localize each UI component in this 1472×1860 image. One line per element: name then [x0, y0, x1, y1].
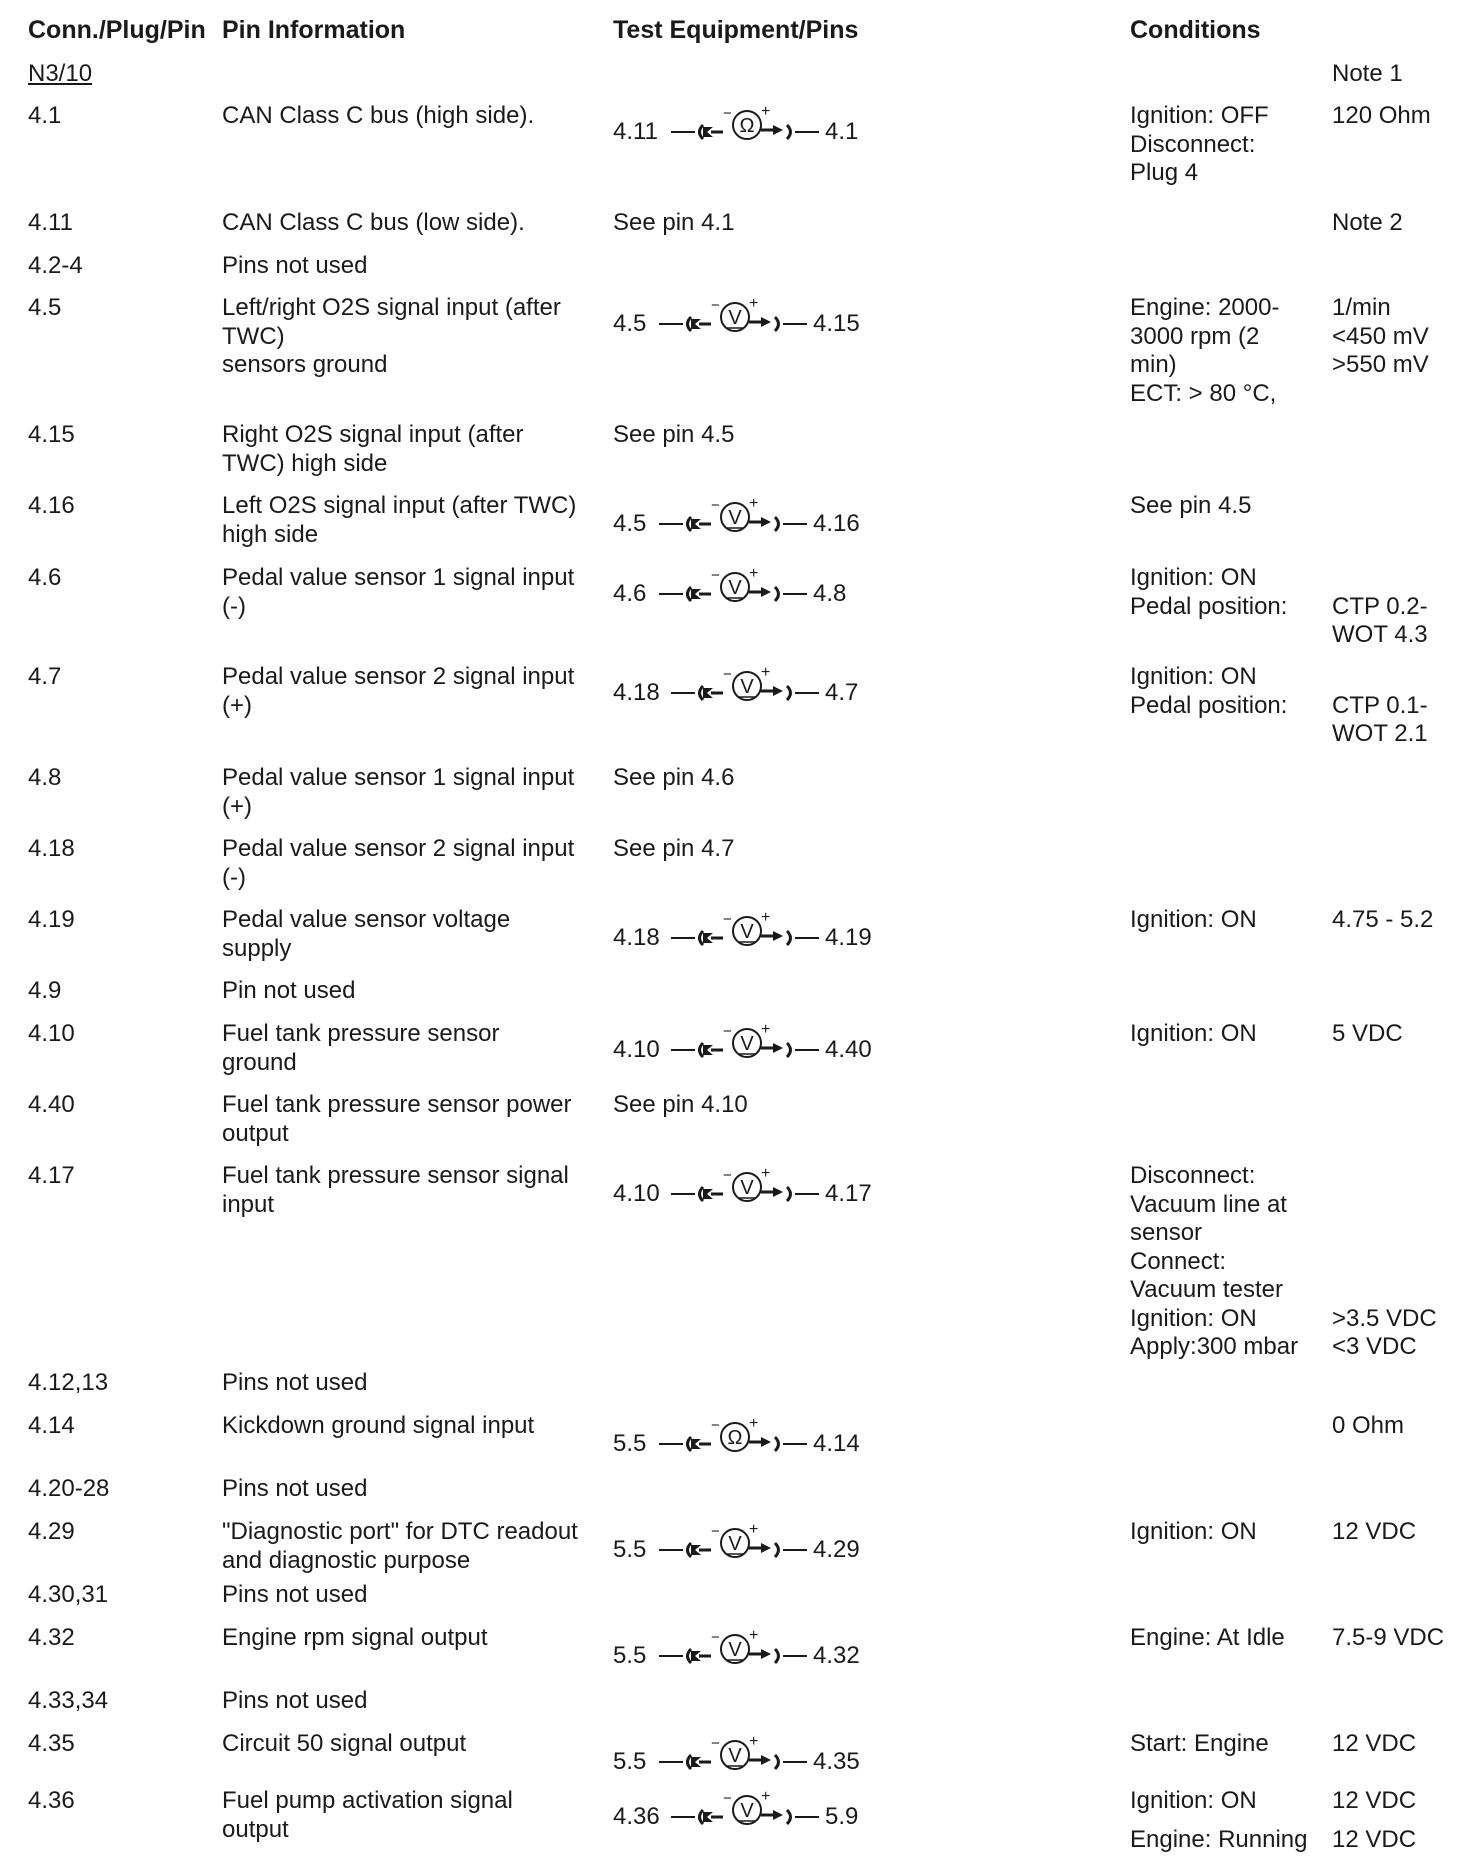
spec-value-line	[1332, 663, 1472, 692]
pin-info	[222, 1091, 602, 1148]
meter-pin-to: 4.40	[825, 1036, 872, 1063]
svg-text:Ω: Ω	[727, 1427, 743, 1449]
pin-number: 4.8	[28, 764, 62, 791]
spec-value-line: <3 VDC	[1332, 1333, 1417, 1360]
spec-value	[1332, 1624, 1472, 1653]
pin-info-line: (-)	[222, 592, 246, 620]
svg-text:+: +	[749, 1415, 759, 1432]
condition-line: Engine: 2000-	[1130, 294, 1280, 321]
svg-text:V: V	[740, 676, 754, 698]
meter-pin-to: 4.35	[813, 1748, 860, 1775]
svg-text:V: V	[728, 1533, 742, 1555]
spec-value	[1332, 1730, 1472, 1759]
pin-info	[222, 209, 602, 238]
meter-pin-from: 4.18	[613, 924, 660, 951]
pin-number: 4.32	[28, 1624, 75, 1651]
note-1: Note 1	[1332, 60, 1403, 87]
pin-info-line: and diagnostic purpose	[222, 1546, 471, 1574]
meter-pin-from: 4.36	[613, 1803, 660, 1830]
condition	[1130, 1624, 1285, 1653]
pin-info-line: Engine rpm signal output	[222, 1624, 488, 1651]
spec-value	[1332, 1412, 1472, 1441]
pin-info-line: (+)	[222, 792, 252, 820]
header-conditions: Conditions	[1130, 16, 1261, 44]
pin-number: 4.15	[28, 421, 75, 448]
pin-info-line: Fuel pump activation signal	[222, 1787, 513, 1814]
spec-value-line: 0 Ohm	[1332, 1412, 1405, 1439]
pin-number: 4.33,34	[28, 1687, 109, 1714]
spec-value-line: CTP 0.2-	[1332, 592, 1428, 620]
pin-info	[222, 835, 602, 892]
pin-info-line: Left O2S signal input (after TWC)	[222, 492, 577, 519]
pin-info	[222, 1581, 602, 1610]
svg-text:+: +	[749, 295, 759, 312]
spec-value-line: 12 VDC	[1332, 1730, 1417, 1757]
test-reference: See pin 4.5	[613, 421, 735, 448]
meter-pin-to: 4.15	[813, 310, 860, 337]
header-pin-info: Pin Information	[222, 16, 406, 44]
svg-text:+: +	[749, 1627, 759, 1644]
svg-text:V: V	[728, 577, 742, 599]
condition	[1130, 1162, 1298, 1362]
pin-info	[222, 1787, 602, 1844]
pin-info-line: output	[222, 1815, 289, 1843]
spec-value-line: 12 VDC	[1332, 1787, 1417, 1814]
condition	[1130, 663, 1287, 720]
meter-pin-to: 4.32	[813, 1642, 860, 1669]
meter-pin-from: 4.10	[613, 1036, 660, 1063]
svg-text:−: −	[711, 1417, 720, 1434]
meter-pin-to: 4.8	[813, 580, 847, 607]
condition	[1130, 1518, 1257, 1547]
spec-value	[1332, 663, 1472, 749]
pin-info-line: Pedal value sensor 2 signal input	[222, 663, 575, 690]
spec-value	[1332, 906, 1472, 935]
pin-info	[222, 294, 602, 380]
condition	[1130, 564, 1287, 621]
pin-number: 4.30,31	[28, 1581, 109, 1608]
pin-info	[222, 1730, 602, 1759]
pin-number: 4.7	[28, 663, 62, 690]
pin-info-line: Pedal value sensor 1 signal input	[222, 564, 575, 591]
svg-text:−: −	[723, 1167, 732, 1184]
pin-info	[222, 977, 602, 1006]
svg-text:V: V	[740, 1033, 754, 1055]
spec-value-line	[1332, 1248, 1472, 1277]
condition	[1130, 294, 1279, 408]
pin-info	[222, 1412, 602, 1441]
condition-line: Ignition: OFF	[1130, 102, 1269, 129]
svg-text:Ω: Ω	[739, 115, 755, 137]
svg-text:+: +	[761, 1021, 771, 1038]
pin-info-line: Fuel tank pressure sensor power	[222, 1091, 572, 1118]
meter-pin-to: 4.17	[825, 1180, 872, 1207]
spec-value-line	[1332, 1219, 1472, 1248]
meter-pin-to: 4.7	[825, 679, 859, 706]
spec-value-line: <450 mV	[1332, 322, 1429, 350]
pin-number: 4.2-4	[28, 252, 83, 279]
pin-number: 4.17	[28, 1162, 75, 1189]
spec-value	[1332, 1020, 1472, 1049]
svg-text:+: +	[761, 664, 771, 681]
pin-number: 4.29	[28, 1518, 75, 1545]
pin-info-line: Kickdown ground signal input	[222, 1412, 535, 1439]
footer-value: 12 VDC	[1332, 1826, 1417, 1853]
meter-pin-from: 4.18	[613, 679, 660, 706]
pin-info	[222, 1020, 602, 1077]
svg-text:−: −	[723, 1023, 732, 1040]
pin-info-line: ground	[222, 1048, 297, 1076]
pin-number: 4.40	[28, 1091, 75, 1118]
pin-info	[222, 663, 602, 720]
pin-info-line: high side	[222, 520, 319, 548]
svg-text:+: +	[749, 495, 759, 512]
meter-pin-to: 4.19	[825, 924, 872, 951]
spec-value-line: 4.75 - 5.2	[1332, 906, 1434, 933]
svg-text:−: −	[711, 1735, 720, 1752]
pin-number: 4.19	[28, 906, 75, 933]
condition-line: Pedal position:	[1130, 691, 1288, 719]
pin-info-line: Right O2S signal input (after	[222, 421, 524, 448]
condition-line: ECT: > 80 °C,	[1130, 379, 1277, 407]
condition-line: 3000 rpm (2	[1130, 322, 1260, 350]
svg-text:V: V	[740, 1800, 754, 1822]
spec-value-line: 12 VDC	[1332, 1518, 1417, 1545]
spec-value-line: CTP 0.1-	[1332, 691, 1428, 719]
svg-text:V: V	[728, 1639, 742, 1661]
pin-number: 4.5	[28, 294, 62, 321]
pin-info-line: Pedal value sensor voltage	[222, 906, 511, 933]
pin-info	[222, 564, 602, 621]
pin-info-line: Pedal value sensor 1 signal input	[222, 764, 575, 791]
pin-number: 4.18	[28, 835, 75, 862]
condition	[1130, 1787, 1257, 1816]
spec-value	[1332, 1518, 1472, 1547]
pin-info	[222, 1369, 602, 1398]
pin-number: 4.16	[28, 492, 75, 519]
test-reference: See pin 4.7	[613, 835, 735, 862]
condition-line: Plug 4	[1130, 159, 1199, 186]
meter-pin-from: 5.5	[613, 1748, 647, 1775]
condition-line: Disconnect:	[1130, 1162, 1256, 1189]
svg-text:V: V	[740, 921, 754, 943]
svg-text:−: −	[723, 666, 732, 683]
pin-info-line: Pins not used	[222, 1687, 368, 1714]
condition-line: See pin 4.5	[1130, 492, 1252, 519]
condition	[1130, 1730, 1269, 1759]
pin-info	[222, 1687, 602, 1716]
spec-value	[1332, 294, 1472, 380]
spec-value	[1332, 1162, 1472, 1362]
condition-line: Ignition: ON	[1130, 663, 1257, 690]
svg-text:+: +	[761, 1788, 771, 1805]
pin-info	[222, 764, 602, 821]
test-reference: See pin 4.6	[613, 764, 735, 791]
meter-pin-to: 4.14	[813, 1430, 860, 1457]
spec-value-line	[1332, 564, 1472, 593]
pin-number: 4.20-28	[28, 1475, 110, 1502]
pin-info-line: Fuel tank pressure sensor signal	[222, 1162, 569, 1189]
condition-line: min)	[1130, 351, 1177, 378]
spec-value	[1332, 1787, 1472, 1816]
svg-text:−: −	[723, 1790, 732, 1807]
svg-text:V: V	[728, 307, 742, 329]
svg-text:−: −	[711, 1523, 720, 1540]
spec-value-line	[1332, 1162, 1472, 1191]
pin-info-line: supply	[222, 934, 292, 962]
pin-info	[222, 1162, 602, 1219]
pin-number: 4.6	[28, 564, 62, 591]
pin-info-line: Pins not used	[222, 1475, 368, 1502]
pin-info-line: (-)	[222, 863, 246, 891]
spec-value-line: 7.5-9 VDC	[1332, 1624, 1445, 1651]
meter-pin-from: 4.11	[613, 118, 658, 145]
condition-line: Disconnect:	[1130, 130, 1256, 158]
condition-line: Ignition: ON	[1130, 906, 1257, 933]
pin-number: 4.14	[28, 1412, 75, 1439]
pin-info-line: Pins not used	[222, 1369, 368, 1396]
pin-info-line: sensors ground	[222, 351, 388, 378]
condition	[1130, 102, 1269, 188]
pin-info	[222, 492, 602, 549]
condition-line: Ignition: ON	[1130, 1304, 1257, 1332]
meter-pin-to: 5.9	[825, 1803, 859, 1830]
pin-info-line: Pedal value sensor 2 signal input	[222, 835, 575, 862]
condition-line: Vacuum line at	[1130, 1190, 1287, 1218]
condition-line: sensor	[1130, 1219, 1203, 1246]
condition-line: Ignition: ON	[1130, 1518, 1257, 1545]
meter-pin-to: 4.29	[813, 1536, 860, 1563]
condition-line: Apply:300 mbar	[1130, 1333, 1299, 1360]
pin-number: 4.9	[28, 977, 62, 1004]
svg-text:−: −	[711, 297, 720, 314]
pin-info-line: CAN Class C bus (high side).	[222, 102, 535, 129]
pin-number: 4.35	[28, 1730, 75, 1757]
spec-value-line: >550 mV	[1332, 351, 1429, 378]
pin-info-line: output	[222, 1119, 289, 1147]
pin-info	[222, 906, 602, 963]
footer-condition: Engine: Running	[1130, 1826, 1308, 1853]
connector-name: N3/10	[28, 60, 93, 87]
svg-text:−: −	[723, 105, 732, 122]
svg-text:−: −	[723, 911, 732, 928]
spec-value-line: 120 Ohm	[1332, 102, 1431, 129]
condition	[1130, 492, 1251, 521]
spec-value-line: WOT 2.1	[1332, 720, 1428, 747]
header-conn: Conn./Plug/Pin	[28, 16, 206, 44]
spec-value-line: 1/min	[1332, 294, 1391, 321]
pin-info-line: input	[222, 1190, 275, 1218]
condition-line: Ignition: ON	[1130, 1787, 1257, 1814]
pin-number: 4.12,13	[28, 1369, 109, 1396]
pin-info-line: TWC) high side	[222, 449, 388, 477]
pin-info	[222, 1475, 602, 1504]
svg-text:−: −	[711, 567, 720, 584]
condition-line: Vacuum tester	[1130, 1276, 1283, 1303]
pin-info	[222, 252, 602, 281]
pin-info	[222, 1518, 602, 1575]
condition-line: Connect:	[1130, 1247, 1227, 1275]
meter-pin-from: 5.5	[613, 1642, 647, 1669]
pin-info	[222, 1624, 602, 1653]
pin-number: 4.11	[28, 209, 73, 236]
meter-pin-from: 4.5	[613, 510, 647, 537]
svg-text:+: +	[761, 103, 771, 120]
pin-info-line: Circuit 50 signal output	[222, 1730, 467, 1757]
pin-info-line: "Diagnostic port" for DTC readout	[222, 1518, 578, 1545]
svg-text:V: V	[728, 507, 742, 529]
meter-pin-to: 4.1	[825, 118, 859, 145]
pin-number: 4.1	[28, 102, 62, 129]
spec-value-line	[1332, 1276, 1472, 1305]
svg-text:+: +	[749, 1733, 759, 1750]
header-test-equipment: Test Equipment/Pins	[613, 16, 859, 44]
svg-text:+: +	[761, 1165, 771, 1182]
pin-info	[222, 102, 602, 131]
svg-text:+: +	[761, 909, 771, 926]
meter-pin-from: 5.5	[613, 1536, 647, 1563]
spec-value	[1332, 564, 1472, 650]
pin-info-line: CAN Class C bus (low side).	[222, 209, 525, 236]
pin-info-line: Fuel tank pressure sensor	[222, 1020, 500, 1047]
meter-pin-from: 5.5	[613, 1430, 647, 1457]
pin-info-line: Pin not used	[222, 977, 356, 1004]
meter-pin-to: 4.16	[813, 510, 860, 537]
meter-pin-from: 4.10	[613, 1180, 660, 1207]
svg-text:+: +	[749, 565, 759, 582]
condition-line: Pedal position:	[1130, 592, 1288, 620]
svg-text:−: −	[711, 497, 720, 514]
condition-line: Start: Engine	[1130, 1730, 1269, 1757]
svg-text:−: −	[711, 1629, 720, 1646]
meter-pin-from: 4.5	[613, 310, 647, 337]
condition	[1130, 906, 1257, 935]
spec-value-line	[1332, 1191, 1472, 1220]
svg-text:+: +	[749, 1521, 759, 1538]
condition-line: Ignition: ON	[1130, 564, 1257, 591]
pin-info-line: Pins not used	[222, 252, 368, 279]
pin-info-line: (+)	[222, 691, 252, 719]
svg-text:V: V	[740, 1177, 754, 1199]
spec-value-line: WOT 4.3	[1332, 621, 1428, 648]
pin-info	[222, 421, 602, 478]
pin-info-line: Left/right O2S signal input (after	[222, 294, 561, 321]
pin-number: 4.36	[28, 1787, 75, 1814]
svg-text:V: V	[728, 1745, 742, 1767]
pin-info-line: Pins not used	[222, 1581, 368, 1608]
spec-value-line: >3.5 VDC	[1332, 1304, 1437, 1332]
test-reference: See pin 4.1	[613, 209, 735, 236]
meter-pin-from: 4.6	[613, 580, 647, 607]
spec-value	[1332, 102, 1472, 131]
pin-number: 4.10	[28, 1020, 75, 1047]
spec-value-line: Note 2	[1332, 209, 1403, 236]
test-reference: See pin 4.10	[613, 1091, 748, 1118]
condition-line: Ignition: ON	[1130, 1020, 1257, 1047]
spec-value-line: 5 VDC	[1332, 1020, 1403, 1047]
condition-line: Engine: At Idle	[1130, 1624, 1285, 1651]
condition	[1130, 1020, 1257, 1049]
spec-value	[1332, 209, 1472, 238]
pin-info-line: TWC)	[222, 322, 285, 350]
